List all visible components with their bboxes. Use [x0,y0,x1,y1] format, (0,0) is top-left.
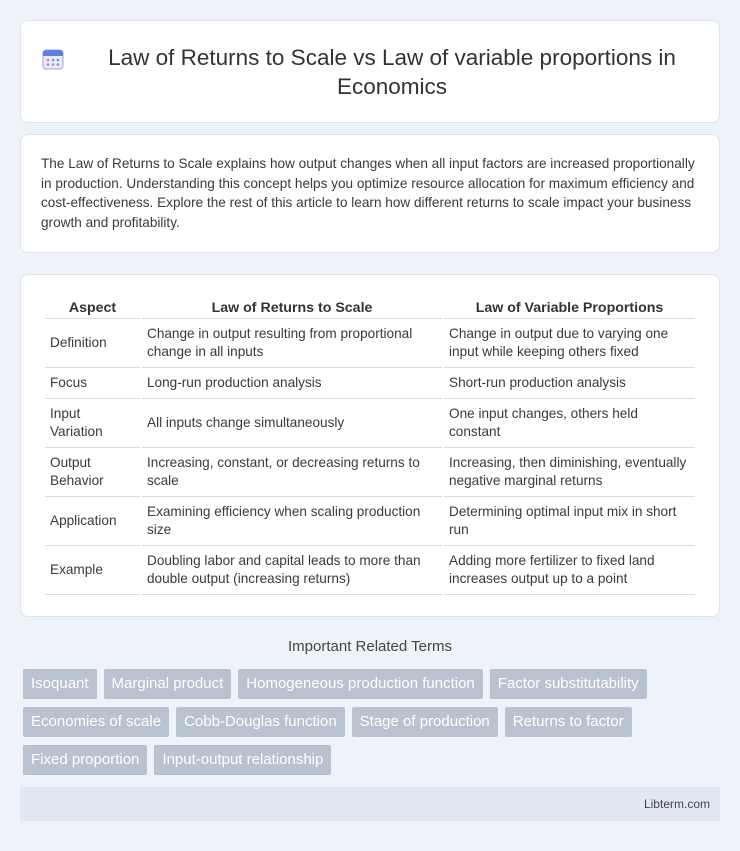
row-returns-to-scale: Change in output resulting from proportional change in all inputs [142,319,442,368]
comparison-table [43,295,697,595]
row-returns-to-scale: Doubling labor and capital leads to more than double output (increasing returns) [142,546,442,595]
row-variable-proportions: Short-run production analysis [444,368,695,399]
table-row [45,448,695,497]
tag-economies-of-scale[interactable]: Economies of scale [23,707,169,737]
header-card [20,20,720,123]
table-header-row [45,295,695,319]
table-row [45,546,695,595]
intro-paragraph: The Law of Returns to Scale explains how output changes when all input factors are increased proportionally in production. Understanding this concept helps you optimize resource allocation for maximum efficiency and cost-effectiveness. Explore the rest of this article to learn how different returns to scale impact your business growth and profitability. [41,156,695,230]
tag-returns-to-factor[interactable]: Returns to factor [505,707,632,737]
row-variable-proportions: One input changes, others held constant [444,399,695,448]
page-title: Law of Returns to Scale vs Law of variable proportions in Economics [108,44,676,99]
tag-input-output-relationship[interactable]: Input-output relationship [154,745,331,775]
table-row [45,399,695,448]
row-returns-to-scale: Long-run production analysis [142,368,442,399]
row-aspect: Input Variation [45,399,140,448]
related-terms-list [23,669,723,775]
row-variable-proportions: Increasing, then diminishing, eventually negative marginal returns [444,448,695,497]
tag-stage-of-production[interactable]: Stage of production [352,707,498,737]
row-variable-proportions: Determining optimal input mix in short run [444,497,695,546]
tag-marginal-product[interactable]: Marginal product [104,669,232,699]
footer-brand-link[interactable]: Libterm.com [643,797,710,811]
header-variable-proportions: Law of Variable Proportions [444,295,695,319]
row-variable-proportions: Change in output due to varying one input while keeping others fixed [444,319,695,368]
tag-homogeneous-production-function[interactable]: Homogeneous production function [238,669,483,699]
table-row [45,368,695,399]
row-aspect: Definition [45,319,140,368]
table-row [45,497,695,546]
row-returns-to-scale: Examining efficiency when scaling production size [142,497,442,546]
intro-card [20,134,720,253]
row-variable-proportions: Adding more fertilizer to fixed land increases output up to a point [444,546,695,595]
tag-isoquant[interactable]: Isoquant [23,669,97,699]
title-wrap [41,43,699,101]
table-row [45,319,695,368]
row-aspect: Example [45,546,140,595]
related-terms-title: Important Related Terms [288,638,452,655]
header-aspect: Aspect [45,295,140,319]
row-aspect: Application [45,497,140,546]
footer [20,787,720,821]
comparison-card [20,274,720,617]
tag-fixed-proportion[interactable]: Fixed proportion [23,745,147,775]
row-returns-to-scale: Increasing, constant, or decreasing returns to scale [142,448,442,497]
header-returns-to-scale: Law of Returns to Scale [142,295,442,319]
row-aspect: Output Behavior [45,448,140,497]
tag-cobb-douglas-function[interactable]: Cobb-Douglas function [176,707,345,737]
row-returns-to-scale: All inputs change simultaneously [142,399,442,448]
tag-factor-substitutability[interactable]: Factor substitutability [490,669,647,699]
row-aspect: Focus [45,368,140,399]
calendar-icon [41,47,65,71]
